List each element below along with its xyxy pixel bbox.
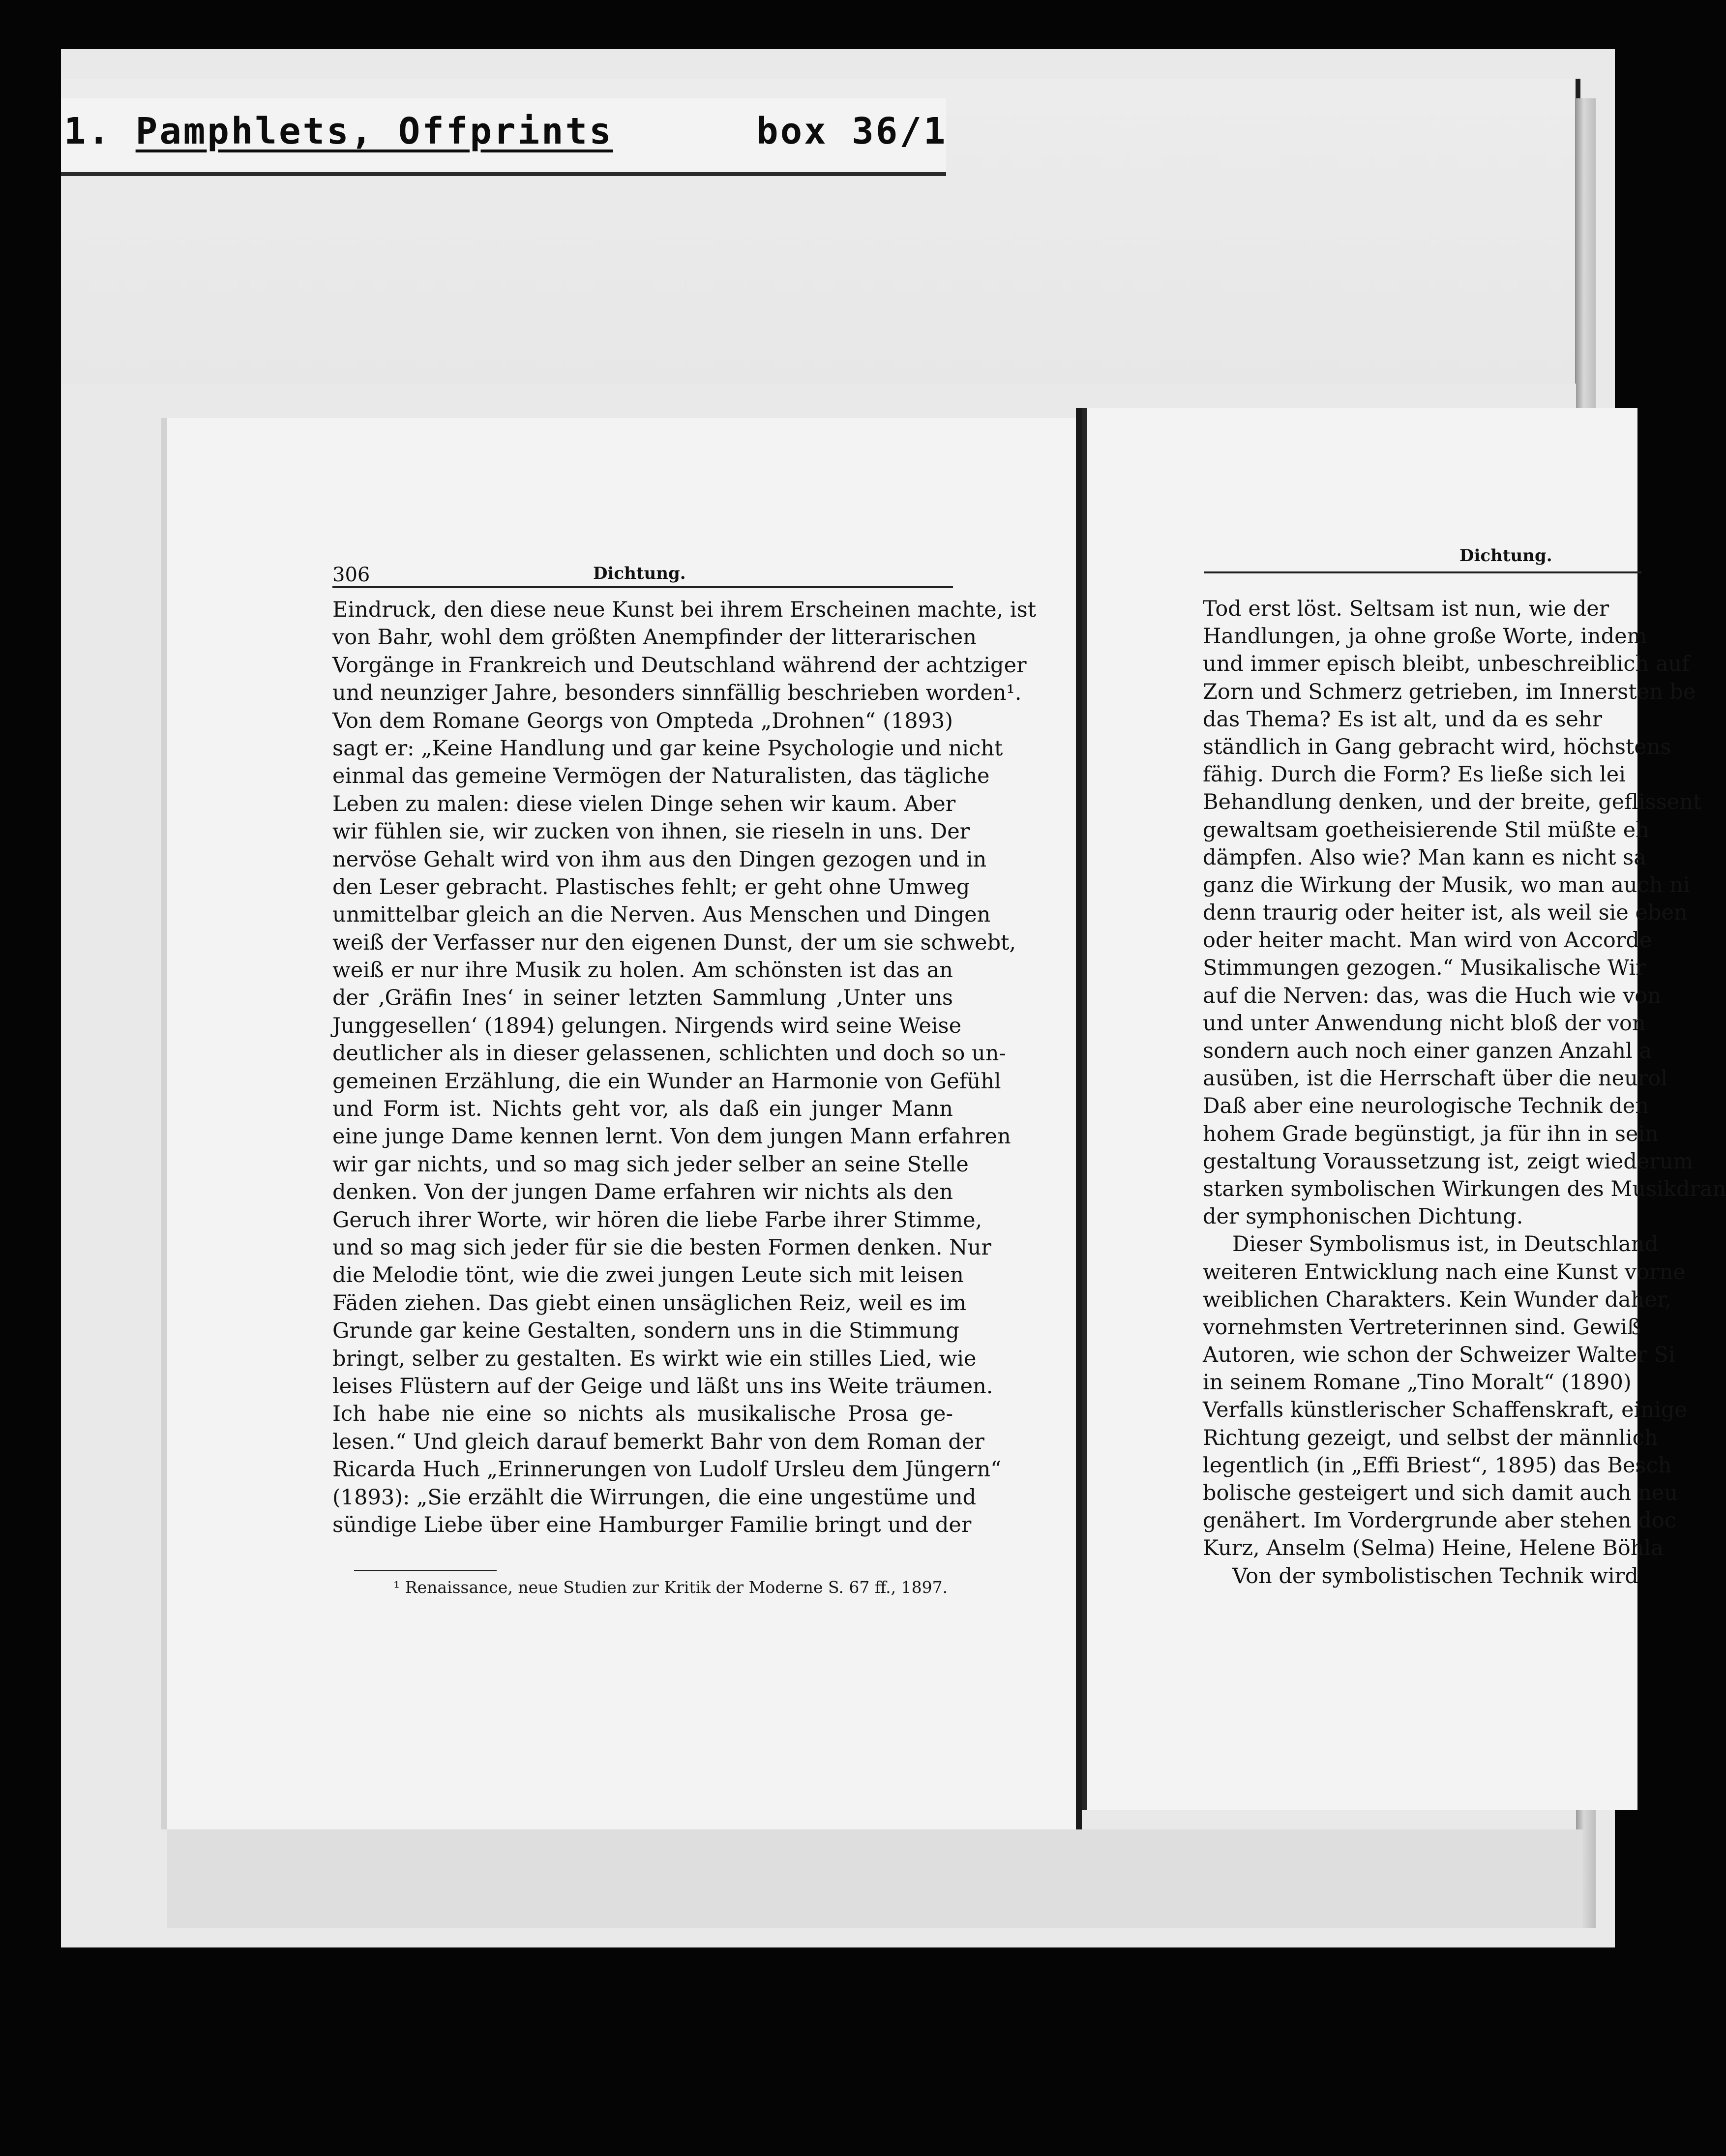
text-line: hohem Grade begünstigt, ja für ihn in sein [1203,1121,1659,1146]
right-page-body [1203,595,1726,1590]
text-line: Behandlung denken, und der breite, geflissent [1203,790,1702,815]
left-running-head: Dichtung. [593,564,686,583]
label-box-number: box 36/1 [756,110,948,152]
text-line: Dieser Symbolismus ist, in Deutschland [1232,1232,1659,1257]
text-line: Fäden ziehen. Das giebt einen unsäglichen Reiz, weil es im [332,1290,967,1316]
text-line: Von dem Romane Georgs von Ompteda „Drohnen“ (1893) [332,708,953,733]
footnote: ¹ Renaissance, neue Studien zur Kritik der Moderne S. 67 ff., 1897. [393,1578,948,1597]
text-line: Stimmungen gezogen.“ Musikalische Wir [1203,956,1646,981]
text-line: Ich habe nie eine so nichts als musikalische Prosa ge- [332,1402,953,1427]
text-line: Autoren, wie schon der Schweizer Walter Si [1203,1343,1675,1368]
text-line: Geruch ihrer Worte, wir hören die liebe Farbe ihrer Stimme, [332,1207,982,1232]
label-prefix: 1. [64,110,136,152]
text-line: und Form ist. Nichts geht vor, als daß ein junger Mann [332,1097,953,1122]
text-line: auf die Nerven: das, was die Huch wie von [1203,983,1661,1008]
text-line: vornehmsten Vertreterinnen sind. Gewiß [1203,1315,1641,1340]
text-line: Junggesellen‘ (1894) gelungen. Nirgends wird seine Weise [332,1013,962,1038]
text-line: leises Flüstern auf der Geige und läßt uns ins Weite träumen. [332,1374,993,1399]
text-line: Richtung gezeigt, und selbst der männlich [1203,1425,1658,1450]
text-line: sagt er: „Keine Handlung und gar keine Psychologie und nicht [332,736,1003,761]
text-line: wir fühlen sie, wir zucken von ihnen, sie rieseln in uns. Der [332,819,970,844]
text-line: Vorgänge in Frankreich und Deutschland während der achtziger [332,653,1027,678]
text-line: der symphonischen Dichtung. [1203,1204,1523,1229]
folder-label [64,104,947,158]
text-line: und immer episch bleibt, unbeschreiblich auf [1203,652,1690,677]
text-line: Verfalls künstlerischer Schaffenskraft, einige [1203,1398,1687,1423]
text-line: von Bahr, wohl dem größten Anempfinder der litterarischen [332,625,977,650]
text-line: sündige Liebe über eine Hamburger Familie bringt und der [332,1512,972,1537]
text-line: und so mag sich jeder für sie die besten Formen denken. Nur [332,1235,991,1260]
text-line: Ricarda Huch „Erinnerungen von Ludolf Ursleu dem Jüngern“ [332,1457,1002,1482]
text-line: bringt, selber zu gestalten. Es wirkt wie ein stilles Lied, wie [332,1346,977,1371]
archive-box-bottom [167,1829,1583,1928]
text-line: denken. Von der jungen Dame erfahren wir nichts als den [332,1180,953,1205]
left-head-rule [332,586,953,588]
text-line: die Melodie tönt, wie die zwei jungen Leute sich mit leisen [332,1263,964,1288]
text-line: (1893): „Sie erzählt die Wirrungen, die eine ungestüme und [332,1485,977,1510]
text-line: genähert. Im Vordergrunde aber stehen doc [1203,1508,1676,1533]
text-line: eine junge Dame kennen lernt. Von dem jungen Mann erfahren [332,1124,1011,1149]
text-line: starken symbolischen Wirkungen des Musikdran [1203,1176,1726,1201]
text-line: Grunde gar keine Gestalten, sondern uns in die Stimmung [332,1318,959,1344]
text-line: weiteren Entwicklung nach eine Kunst vorne [1203,1259,1686,1285]
footnote-rule [354,1570,497,1571]
text-line: Daß aber eine neurologische Technik den [1203,1094,1649,1119]
text-line: der ‚Gräfin Ines‘ in seiner letzten Sammlung ‚Unter uns [332,986,953,1011]
text-line: weiß er nur ihre Musik zu holen. Am schönsten ist das an [332,958,953,983]
text-line: gemeinen Erzählung, die ein Wunder an Harmonie von Gefühl [332,1069,1001,1094]
text-line: oder heiter macht. Man wird von Accorde [1203,928,1652,953]
text-line: lesen.“ Und gleich darauf bemerkt Bahr von dem Roman der [332,1429,984,1454]
text-line: Zorn und Schmerz getrieben, im Innersten be [1203,679,1696,704]
text-line: bolische gesteigert und sich damit auch neu [1203,1481,1678,1505]
text-line: das Thema? Es ist alt, und da es sehr [1203,707,1603,732]
text-line: ganz die Wirkung der Musik, wo man auch ni [1203,872,1690,898]
text-line: wir gar nichts, und so mag sich jeder selber an seine Stelle [332,1152,969,1177]
right-running-head: Dichtung. [1459,546,1552,566]
left-page-body [332,596,1036,1539]
text-line: nervöse Gehalt wird von ihm aus den Dingen gezogen und in [332,847,987,872]
text-line: Handlungen, ja ohne große Worte, indem [1203,624,1647,649]
text-line: den Leser gebracht. Plastisches fehlt; er geht ohne Umweg [332,874,970,899]
label-category: Pamphlets, Offprints [135,110,613,152]
text-line: gewaltsam goetheisierende Stil müßte eh [1203,817,1649,842]
text-line: sondern auch noch einer ganzen Anzahl a [1203,1039,1652,1063]
text-line: Von der symbolistischen Technik wird [1232,1563,1638,1588]
text-line: dämpfen. Also wie? Man kann es nicht sa [1203,845,1646,870]
text-line: denn traurig oder heiter ist, als weil sie eben [1203,900,1688,926]
text-line: weiblichen Charakters. Kein Wunder daher, [1203,1287,1672,1312]
text-line: deutlicher als in dieser gelassenen, schlichten und doch so un- [332,1041,1006,1066]
text-line: unmittelbar gleich an die Nerven. Aus Menschen und Dingen [332,902,991,928]
page-number: 306 [332,564,370,586]
text-line: Leben zu malen: diese vielen Dinge sehen wir kaum. Aber [332,791,956,816]
text-line: ausüben, ist die Herrschaft über die neurol [1203,1066,1667,1091]
text-line: und neunziger Jahre, besonders sinnfällig beschrieben worden¹. [332,681,1022,706]
text-line: gestaltung Voraussetzung ist, zeigt wiederum [1203,1149,1694,1174]
right-head-rule [1204,571,1641,573]
text-line: Kurz, Anselm (Selma) Heine, Helene Böhla [1203,1536,1664,1561]
text-line: und unter Anwendung nicht bloß der von [1203,1011,1646,1036]
text-line: ständlich in Gang gebracht wird, höchstens [1203,734,1671,759]
text-line: weiß der Verfasser nur den eigenen Dunst, der um sie schwebt, [332,930,1016,955]
text-line: Eindruck, den diese neue Kunst bei ihrem Erscheinen machte, ist [332,598,1036,622]
text-line: in seinem Romane „Tino Moralt“ (1890) [1203,1370,1632,1395]
text-line: legentlich (in „Effi Briest“, 1895) das Besch [1203,1453,1672,1478]
page-gutter [1076,408,1082,1829]
text-line: fähig. Durch die Form? Es ließe sich lei [1203,762,1626,787]
text-line: einmal das gemeine Vermögen der Naturalisten, das tägliche [332,764,990,789]
text-line: Tod erst löst. Seltsam ist nun, wie der [1203,597,1609,621]
